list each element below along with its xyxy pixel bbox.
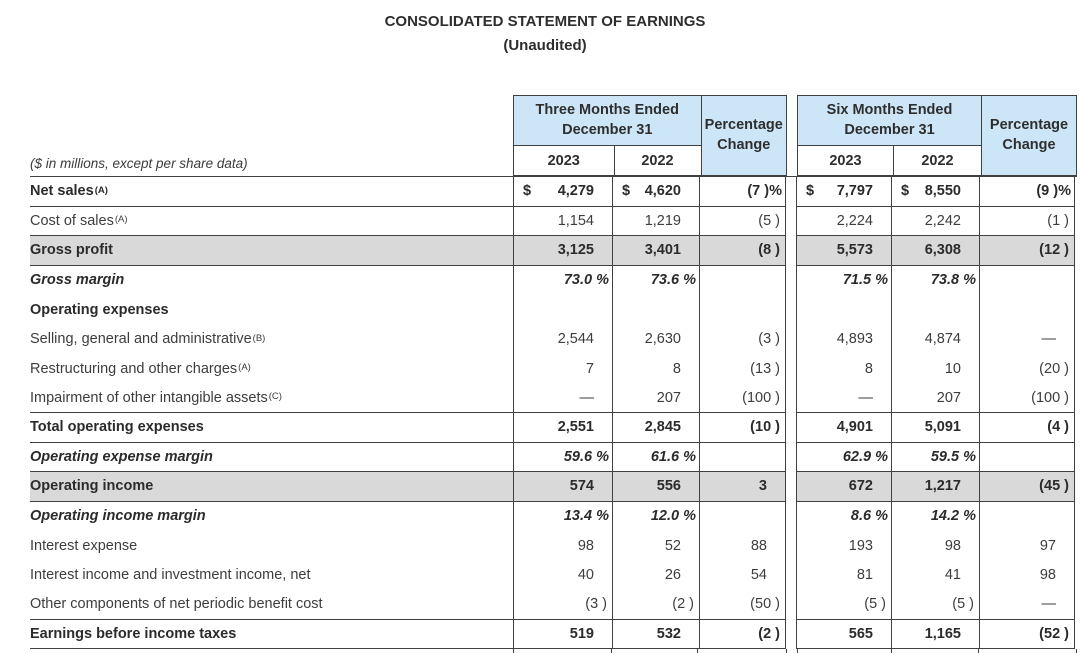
pct-change-cell xyxy=(699,620,785,649)
value-cell xyxy=(612,207,699,236)
table-row xyxy=(30,443,1077,473)
value-cell xyxy=(612,531,699,561)
row-label: Cost of sales $^{(A)}$ xyxy=(30,207,513,237)
cell-value: 7,797 xyxy=(836,183,873,200)
cell-value: 4,874 xyxy=(924,331,961,348)
six-months-cells xyxy=(796,325,1075,355)
cell-value: (2 ) xyxy=(758,625,780,642)
cell-value: 5,091 xyxy=(924,419,961,436)
three-months-cells xyxy=(513,502,786,532)
pct-change-cell xyxy=(699,177,785,206)
value-cell xyxy=(514,354,612,384)
cell-value: (5 ) xyxy=(864,596,886,613)
cell-value: 2,551 xyxy=(557,419,594,436)
value-cell xyxy=(891,236,979,265)
cell-value: (20 ) xyxy=(1039,360,1069,377)
dollar-sign: $ xyxy=(806,183,815,200)
value-cell xyxy=(891,177,979,206)
row-label: Impairment of other intangible assets $^{(C)}$ xyxy=(30,384,513,414)
cell-value: 1,154 xyxy=(557,212,594,229)
cell-value: 574 xyxy=(569,478,594,495)
cell-value: (8 ) xyxy=(758,242,780,259)
row-label: Operating income margin xyxy=(30,508,206,525)
value-cell xyxy=(612,354,699,384)
value-cell xyxy=(514,207,612,236)
pct-change-cell xyxy=(699,354,785,384)
three-months-cells xyxy=(513,472,786,502)
cell-value: (100 ) xyxy=(742,389,780,406)
pct-change-cell xyxy=(979,472,1074,501)
cell-value: 54 xyxy=(750,567,767,584)
pct-change-cell xyxy=(979,590,1074,619)
col-year-2023: 2023 xyxy=(829,152,862,169)
value-cell xyxy=(797,590,891,619)
cell-value: 59.6 % xyxy=(563,448,609,465)
value-cell xyxy=(797,236,891,265)
value-cell xyxy=(797,354,891,384)
six-months-cells xyxy=(796,531,1075,561)
cell-value: (5 ) xyxy=(952,596,974,613)
cell-value: 193 xyxy=(848,537,873,554)
six-months-cells xyxy=(796,413,1075,443)
six-months-cells xyxy=(796,443,1075,473)
cell-value: 207 xyxy=(936,389,961,406)
cell-value: 12.0 % xyxy=(650,508,696,525)
table-row xyxy=(30,384,1077,414)
pct-change-cell xyxy=(979,413,1074,442)
pct-change-cell xyxy=(979,207,1074,236)
cell-value: 207 xyxy=(656,389,681,406)
table-gap xyxy=(786,472,796,502)
three-months-cells xyxy=(513,295,786,325)
value-cell xyxy=(612,266,699,296)
table-gap xyxy=(786,590,796,620)
table-row xyxy=(30,413,1077,443)
cell-value: 62.9 % xyxy=(842,448,888,465)
cell-value: (100 ) xyxy=(1031,389,1069,406)
cell-value: 8 xyxy=(672,360,681,377)
pct-change-cell xyxy=(699,295,785,325)
col-year-2022: 2022 xyxy=(893,146,981,175)
six-months-cells xyxy=(796,561,1075,591)
value-cell xyxy=(797,620,891,649)
document-title: CONSOLIDATED STATEMENT OF EARNINGS xyxy=(384,13,706,30)
cell-value: (3 ) xyxy=(585,596,607,613)
table-gap xyxy=(786,295,796,325)
cell-value: 532 xyxy=(656,625,681,642)
three-months-cells xyxy=(513,207,786,237)
value-cell xyxy=(514,531,612,561)
three-months-cells xyxy=(513,384,786,414)
six-months-cells xyxy=(796,207,1075,237)
value-cell xyxy=(797,531,891,561)
cell-value: 2,224 xyxy=(836,212,873,229)
document-subtitle: (Unaudited) xyxy=(503,37,587,54)
three-months-cells xyxy=(513,325,786,355)
cell-value: 52 xyxy=(664,537,681,554)
pct-change-cell xyxy=(979,177,1074,206)
footnote-marker: (B) xyxy=(252,332,266,344)
value-cell xyxy=(514,590,612,619)
table-gap xyxy=(786,384,796,414)
cell-value: 556 xyxy=(656,478,681,495)
cell-value: (1 ) xyxy=(1047,212,1069,229)
cell-value: 565 xyxy=(848,625,873,642)
table-gap xyxy=(786,413,796,443)
pct-change-cell xyxy=(979,443,1074,472)
units-note: ($ in millions, except per share data) xyxy=(30,156,248,171)
pct-change-cell xyxy=(979,266,1074,296)
table-row xyxy=(30,502,1077,532)
value-cell xyxy=(514,295,612,325)
cell-value: 41 xyxy=(944,567,961,584)
cell-value: 98 xyxy=(577,537,594,554)
table-gap xyxy=(786,236,796,266)
pct-change-cell xyxy=(979,295,1074,325)
pct-change-cell xyxy=(699,207,785,236)
three-months-cells xyxy=(513,531,786,561)
pct-change-cell xyxy=(699,561,785,591)
value-cell xyxy=(891,325,979,355)
value-cell xyxy=(891,502,979,532)
table-gap xyxy=(786,443,796,473)
value-cell xyxy=(612,472,699,501)
cell-value: 73.8 % xyxy=(930,272,976,289)
three-months-cells xyxy=(513,443,786,473)
cell-value: (9 )% xyxy=(1036,183,1071,200)
table-gap xyxy=(786,266,796,296)
cell-value: 26 xyxy=(664,567,681,584)
value-cell xyxy=(514,620,612,649)
row-label: Gross margin xyxy=(30,272,125,289)
cell-value: 1,217 xyxy=(924,478,961,495)
value-cell xyxy=(514,266,612,296)
value-cell xyxy=(891,590,979,619)
cell-value: 3,125 xyxy=(557,242,594,259)
cell-value: (52 ) xyxy=(1039,625,1069,642)
document-header xyxy=(0,10,1080,58)
table-row xyxy=(30,177,1077,207)
row-label: Operating expense margin xyxy=(30,443,513,473)
table-gap xyxy=(786,177,796,207)
value-cell xyxy=(514,384,612,413)
col-group-period-six-months: Six Months Ended December 31 xyxy=(798,96,981,146)
six-months-cells xyxy=(796,472,1075,502)
cell-value: 4,620 xyxy=(644,183,681,200)
cell-value: 88 xyxy=(750,537,767,554)
six-months-cells xyxy=(796,236,1075,266)
six-months-cells xyxy=(796,384,1075,414)
cell-value: 98 xyxy=(944,537,961,554)
dollar-sign: $ xyxy=(622,183,631,200)
cell-value: — xyxy=(1041,596,1056,613)
value-cell xyxy=(514,413,612,442)
value-cell xyxy=(891,207,979,236)
value-cell xyxy=(514,325,612,355)
six-months-cells xyxy=(796,177,1075,207)
cell-value: (7 )% xyxy=(747,183,782,200)
cell-value: — xyxy=(858,389,873,406)
cell-value: 672 xyxy=(848,478,873,495)
cell-value: 2,845 xyxy=(644,419,681,436)
table-gap xyxy=(786,325,796,355)
value-cell xyxy=(612,413,699,442)
value-cell xyxy=(891,531,979,561)
table-row xyxy=(30,561,1077,591)
table-gap xyxy=(787,95,797,176)
col-group-period-three-months: Three Months Ended December 31 xyxy=(514,96,701,146)
value-cell xyxy=(891,620,979,649)
row-label: Interest income and investment income, net xyxy=(30,567,311,584)
table-row xyxy=(30,266,1077,296)
cell-value: 14.2 % xyxy=(930,508,976,525)
row-label: Earnings before income taxes xyxy=(30,620,513,650)
cell-value: (5 ) xyxy=(758,212,780,229)
footnote-marker: (A) xyxy=(238,362,251,374)
table-row xyxy=(30,236,1077,266)
cell-value: 7 xyxy=(585,360,594,377)
cell-value: 6,308 xyxy=(924,242,961,259)
value-cell xyxy=(514,502,612,532)
table-gap xyxy=(786,531,796,561)
footnote-marker: (A) xyxy=(94,184,108,196)
value-cell xyxy=(797,384,891,413)
value-cell xyxy=(891,295,979,325)
cell-value: 519 xyxy=(569,625,594,642)
value-cell xyxy=(612,561,699,591)
cell-value: 4,279 xyxy=(557,183,594,200)
pct-change-cell xyxy=(979,384,1074,413)
cell-value: 73.6 % xyxy=(650,272,696,289)
table-gap xyxy=(786,354,796,384)
cell-value: 97 xyxy=(1039,537,1056,554)
value-cell xyxy=(612,325,699,355)
row-label: Gross profit xyxy=(30,236,513,266)
pct-change-cell xyxy=(699,236,785,265)
cell-value: 40 xyxy=(577,567,594,584)
footnote-marker: (A) xyxy=(114,214,128,226)
cell-value: (12 ) xyxy=(1039,242,1069,259)
table-gap xyxy=(786,620,796,650)
value-cell xyxy=(612,590,699,619)
cell-value: 1,219 xyxy=(644,212,681,229)
table-row xyxy=(30,354,1077,384)
value-cell xyxy=(514,177,612,206)
table-row xyxy=(30,531,1077,561)
value-cell xyxy=(891,384,979,413)
three-months-cells xyxy=(513,236,786,266)
table-row xyxy=(30,325,1077,355)
col-percentage-change: Percentage Change xyxy=(981,96,1076,175)
cell-value: 4,893 xyxy=(836,331,873,348)
pct-change-cell xyxy=(699,266,785,296)
dollar-sign: $ xyxy=(523,183,532,200)
cell-value: 2,544 xyxy=(557,331,594,348)
value-cell xyxy=(891,472,979,501)
value-cell xyxy=(891,413,979,442)
table-header xyxy=(30,95,1077,176)
cell-value: 10 xyxy=(944,360,961,377)
pct-change-cell xyxy=(979,236,1074,265)
three-months-cells xyxy=(513,413,786,443)
value-cell xyxy=(612,502,699,532)
cell-value: 3,401 xyxy=(644,242,681,259)
value-cell xyxy=(797,266,891,296)
value-cell xyxy=(612,295,699,325)
value-cell xyxy=(797,502,891,532)
table-gap xyxy=(786,207,796,237)
table-row xyxy=(30,472,1077,502)
value-cell xyxy=(891,561,979,591)
cell-value: 81 xyxy=(856,567,873,584)
cell-value: — xyxy=(1041,331,1056,348)
value-cell xyxy=(612,236,699,265)
pct-change-cell xyxy=(699,502,785,532)
row-label: Restructuring and other charges $^{(A)}$ xyxy=(30,360,251,377)
value-cell xyxy=(797,561,891,591)
six-months-cells xyxy=(796,502,1075,532)
pct-change-cell xyxy=(699,531,785,561)
cell-value: 8,550 xyxy=(924,183,961,200)
header-label-cell xyxy=(30,95,513,176)
three-months-cells xyxy=(513,266,786,296)
pct-change-cell xyxy=(699,590,785,619)
cell-value: 71.5 % xyxy=(842,272,888,289)
table-row xyxy=(30,207,1077,237)
three-months-cells xyxy=(513,590,786,620)
six-months-cells xyxy=(796,590,1075,620)
cell-value: 8.6 % xyxy=(850,508,888,525)
value-cell xyxy=(797,207,891,236)
cell-value: 59.5 % xyxy=(930,448,976,465)
pct-change-cell xyxy=(979,531,1074,561)
column-group-three-months xyxy=(513,95,787,176)
cell-value: (50 ) xyxy=(750,596,780,613)
pct-change-cell xyxy=(979,325,1074,355)
pct-change-cell xyxy=(699,472,785,501)
row-label: Selling, general and administrative $^{(B)}$ xyxy=(30,331,266,348)
value-cell xyxy=(612,177,699,206)
table-gap xyxy=(786,561,796,591)
value-cell xyxy=(612,384,699,413)
value-cell xyxy=(797,177,891,206)
row-label: Interest expense xyxy=(30,537,138,554)
pct-change-cell xyxy=(699,443,785,472)
col-year-2023: 2023 xyxy=(547,152,580,169)
value-cell xyxy=(612,443,699,472)
cell-value: 98 xyxy=(1039,567,1056,584)
cell-value: — xyxy=(579,389,594,406)
value-cell xyxy=(891,443,979,472)
six-months-cells xyxy=(796,295,1075,325)
row-label: Total operating expenses xyxy=(30,413,513,443)
value-cell xyxy=(514,472,612,501)
cell-value: (45 ) xyxy=(1039,478,1069,495)
three-months-cells xyxy=(513,620,786,650)
table-row xyxy=(30,590,1077,620)
earnings-table xyxy=(30,95,1077,653)
footnote-marker: (C) xyxy=(268,391,282,403)
cell-value: 3 xyxy=(758,478,767,495)
value-cell xyxy=(797,295,891,325)
pct-change-cell xyxy=(979,561,1074,591)
col-percentage-change: Percentage Change xyxy=(701,96,787,175)
value-cell xyxy=(514,443,612,472)
cell-value: 2,242 xyxy=(924,212,961,229)
pct-change-cell xyxy=(699,384,785,413)
cell-value: (4 ) xyxy=(1047,419,1069,436)
cell-value: 13.4 % xyxy=(563,508,609,525)
pct-change-cell xyxy=(979,620,1074,649)
pct-change-cell xyxy=(699,413,785,442)
table-cutoff-row xyxy=(30,649,1077,653)
cell-value: 4,901 xyxy=(836,419,873,436)
dollar-sign: $ xyxy=(901,183,910,200)
value-cell xyxy=(891,354,979,384)
cell-value: (10 ) xyxy=(750,419,780,436)
table-gap xyxy=(786,502,796,532)
row-label: Operating income xyxy=(30,472,513,502)
row-label: Net sales $^{(A)}$ xyxy=(30,177,513,207)
column-group-six-months xyxy=(797,95,1077,176)
cell-value: 73.0 % xyxy=(563,272,609,289)
table-row xyxy=(30,620,1077,650)
value-cell xyxy=(797,413,891,442)
value-cell xyxy=(514,561,612,591)
cell-value: (2 ) xyxy=(672,596,694,613)
three-months-cells xyxy=(513,354,786,384)
value-cell xyxy=(612,620,699,649)
cell-value: 8 xyxy=(864,360,873,377)
value-cell xyxy=(797,472,891,501)
three-months-cells xyxy=(513,177,786,207)
value-cell xyxy=(891,266,979,296)
six-months-cells xyxy=(796,620,1075,650)
row-label: Operating expenses xyxy=(30,301,169,318)
cell-value: 2,630 xyxy=(644,331,681,348)
pct-change-cell xyxy=(699,325,785,355)
cell-value: 61.6 % xyxy=(650,448,696,465)
six-months-cells xyxy=(796,266,1075,296)
pct-change-cell xyxy=(979,354,1074,384)
cell-value: (3 ) xyxy=(758,331,780,348)
row-label: Other components of net periodic benefit cost xyxy=(30,590,513,620)
cell-value: 5,573 xyxy=(836,242,873,259)
cell-value: (13 ) xyxy=(750,360,780,377)
value-cell xyxy=(514,236,612,265)
table-body xyxy=(30,176,1077,649)
value-cell xyxy=(797,325,891,355)
table-row xyxy=(30,295,1077,325)
three-months-cells xyxy=(513,561,786,591)
col-year-2022: 2022 xyxy=(614,146,701,175)
six-months-cells xyxy=(796,354,1075,384)
cell-value: 1,165 xyxy=(924,625,961,642)
value-cell xyxy=(797,443,891,472)
pct-change-cell xyxy=(979,502,1074,532)
